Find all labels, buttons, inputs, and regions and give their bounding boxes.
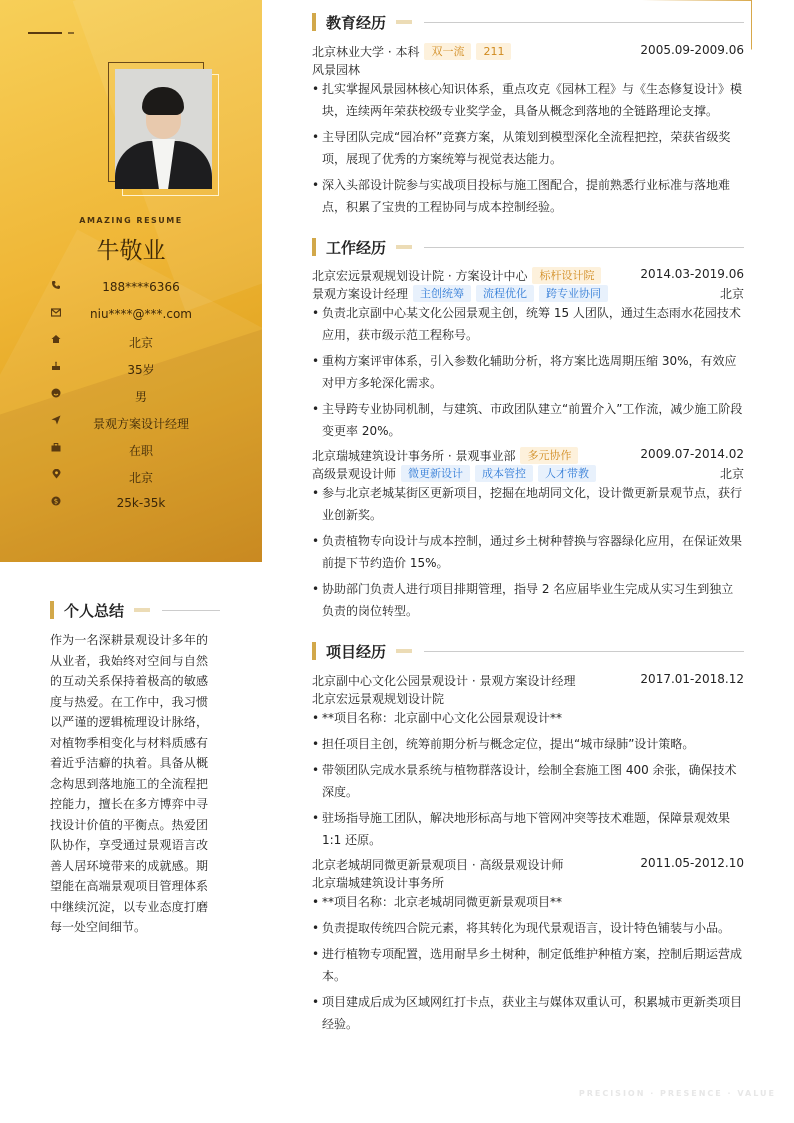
skill-tag: 流程优化 bbox=[476, 285, 534, 302]
send-icon bbox=[51, 415, 61, 425]
summary-text: 作为一名深耕景观设计多年的从业者，我始终对空间与自然的互动关系保持着极高的敏感度与热爱。在工作中，我习惯以严谨的逻辑梳理设计脉络，对植物季相变化与材料质感有着近乎洁癖的执着。具备从概念构思到落地施工的全流程把控能力，擅长在多方博弈中寻找设计价值的平衡点。热爱团队协作，享受通过景观语言改善人居环境带来的成就感。期望能在高端景观项目管理体系中继续沉淀，以专业态度打磨每一处空间细节。 bbox=[50, 633, 208, 934]
school-name: 北京林业大学 · 本科 bbox=[312, 44, 420, 59]
list-item: • **项目名称：北京副中心文化公园景观设计** bbox=[312, 707, 744, 729]
education-tag: 双一流 bbox=[424, 43, 471, 60]
list-item: • 主导跨专业协同机制，与建筑、市政团队建立“前置介入”工作流，减少施工阶段变更率 20%。 bbox=[312, 398, 744, 442]
company-name: 北京瑞城建筑设计事务所 · 景观事业部 bbox=[312, 448, 516, 463]
work-section bbox=[312, 237, 744, 626]
phone-icon bbox=[51, 280, 61, 290]
home-icon bbox=[51, 334, 61, 344]
decorative-line bbox=[28, 32, 62, 34]
project-name: 北京老城胡同微更新景观项目 · 高级景观设计师 bbox=[312, 857, 564, 872]
job-role: 高级景观设计师 bbox=[312, 466, 397, 481]
list-item: • 主导团队完成“园冶杯”竞赛方案，从策划到模型深化全流程把控，荣获省级奖项，展现了优秀的方案统筹与视觉表达能力。 bbox=[312, 126, 744, 170]
list-item: • 带领团队完成水景系统与植物群落设计，绘制全套施工图 400 余张，确保技术深度。 bbox=[312, 759, 744, 803]
job-date: 2009.07-2014.02 bbox=[640, 447, 744, 461]
mail-icon bbox=[51, 307, 61, 317]
list-item: • 负责北京副中心某文化公园景观主创，统筹 15 人团队，通过生态雨水花园技术应用，获市级示范工程称号。 bbox=[312, 302, 744, 346]
company-tag: 多元协作 bbox=[520, 447, 578, 464]
list-item: • 驻场指导施工团队，解决地形标高与地下管网冲突等技术难题，保障景观效果 1:1 还原。 bbox=[312, 807, 744, 851]
major: 风景园林 bbox=[312, 62, 361, 77]
summary-section-header bbox=[50, 600, 220, 620]
job-city: 北京 bbox=[719, 467, 744, 481]
summary-title: 个人总结 bbox=[64, 601, 125, 620]
list-item: • 协助部门负责人进行项目排期管理，指导 2 名应届毕业生完成从实习生到独立负责的岗位转型。 bbox=[312, 578, 744, 622]
skill-tag: 人才带教 bbox=[538, 465, 596, 482]
project-date: 2011.05-2012.10 bbox=[640, 856, 744, 870]
education-title: 教育经历 bbox=[326, 13, 387, 32]
list-item: • 参与北京老城某街区更新项目，挖掘在地胡同文化，设计微更新景观节点，获行业创新奖。 bbox=[312, 482, 744, 526]
avatar bbox=[115, 69, 212, 189]
smile-icon bbox=[51, 388, 61, 398]
projects-section bbox=[312, 641, 744, 1039]
education-section bbox=[312, 12, 744, 222]
person-name: 牛敬业 bbox=[96, 238, 166, 264]
list-item: • 进行植物专项配置，选用耐旱乡土树种，制定低维护种植方案，控制后期运营成本。 bbox=[312, 943, 744, 987]
cake-icon bbox=[51, 361, 61, 371]
location-icon bbox=[51, 469, 61, 479]
work-title: 工作经历 bbox=[326, 238, 387, 257]
list-item: • 重构方案评审体系，引入参数化辅助分析，将方案比选周期压缩 30%，有效应对甲方多轮深化需求。 bbox=[312, 350, 744, 394]
decorative-dot bbox=[68, 32, 74, 34]
project-date: 2017.01-2018.12 bbox=[640, 672, 744, 686]
skill-tag: 微更新设计 bbox=[401, 465, 470, 482]
education-tag: 211 bbox=[476, 43, 511, 60]
profile-sidebar: AMAZING RESUME 牛敬业 188****6366 niu****@***.com 北京 35岁 男 景观方案设计经理 在职 北京 $ 25k-35k bbox=[0, 0, 262, 562]
company-tag: 标杆设计院 bbox=[532, 267, 601, 284]
project-org: 北京宏远景观规划设计院 bbox=[312, 691, 445, 706]
job-date: 2014.03-2019.06 bbox=[640, 267, 744, 281]
project-name: 北京副中心文化公园景观设计 · 景观方案设计经理 bbox=[312, 673, 576, 688]
skill-tag: 主创统筹 bbox=[413, 285, 471, 302]
skill-tag: 跨专业协同 bbox=[539, 285, 608, 302]
list-item: • **项目名称：北京老城胡同微更新景观项目** bbox=[312, 891, 744, 913]
money-icon bbox=[51, 496, 61, 506]
education-date: 2005.09-2009.06 bbox=[640, 43, 744, 57]
list-item: • 扎实掌握风景园林核心知识体系，重点攻克《园林工程》与《生态修复设计》模块，连续两年荣获校级专业奖学金，具备从概念到落地的全链路理论支撑。 bbox=[312, 78, 744, 122]
resume-subtitle: AMAZING RESUME bbox=[79, 216, 183, 225]
project-org: 北京瑞城建筑设计事务所 bbox=[312, 875, 445, 890]
job-city: 北京 bbox=[719, 287, 744, 301]
list-item: • 深入头部设计院参与实战项目投标与施工图配合，提前熟悉行业标准与落地难点，积累了宝贵的工程协同与成本控制经验。 bbox=[312, 174, 744, 218]
skill-tag: 成本管控 bbox=[475, 465, 533, 482]
svg-text:$: $ bbox=[53, 497, 59, 506]
list-item: • 担任项目主创，统筹前期分析与概念定位，提出“城市绿肺”设计策略。 bbox=[312, 733, 744, 755]
list-item: • 负责提取传统四合院元素，将其转化为现代景观语言，设计特色铺装与小品。 bbox=[312, 917, 744, 939]
list-item: • 负责植物专向设计与成本控制，通过乡土树种替换与容器绿化应用，在保证效果前提下节约造价 15%。 bbox=[312, 530, 744, 574]
job-role: 景观方案设计经理 bbox=[312, 286, 409, 301]
briefcase-icon bbox=[51, 442, 61, 452]
projects-title: 项目经历 bbox=[326, 642, 387, 661]
list-item: • 项目建成后成为区域网红打卡点，获业主与媒体双重认可，积累城市更新类项目经验。 bbox=[312, 991, 744, 1035]
footer-tagline: PRECISION · PRESENCE · VALUE bbox=[578, 1089, 776, 1098]
company-name: 北京宏远景观规划设计院 · 方案设计中心 bbox=[312, 268, 528, 283]
